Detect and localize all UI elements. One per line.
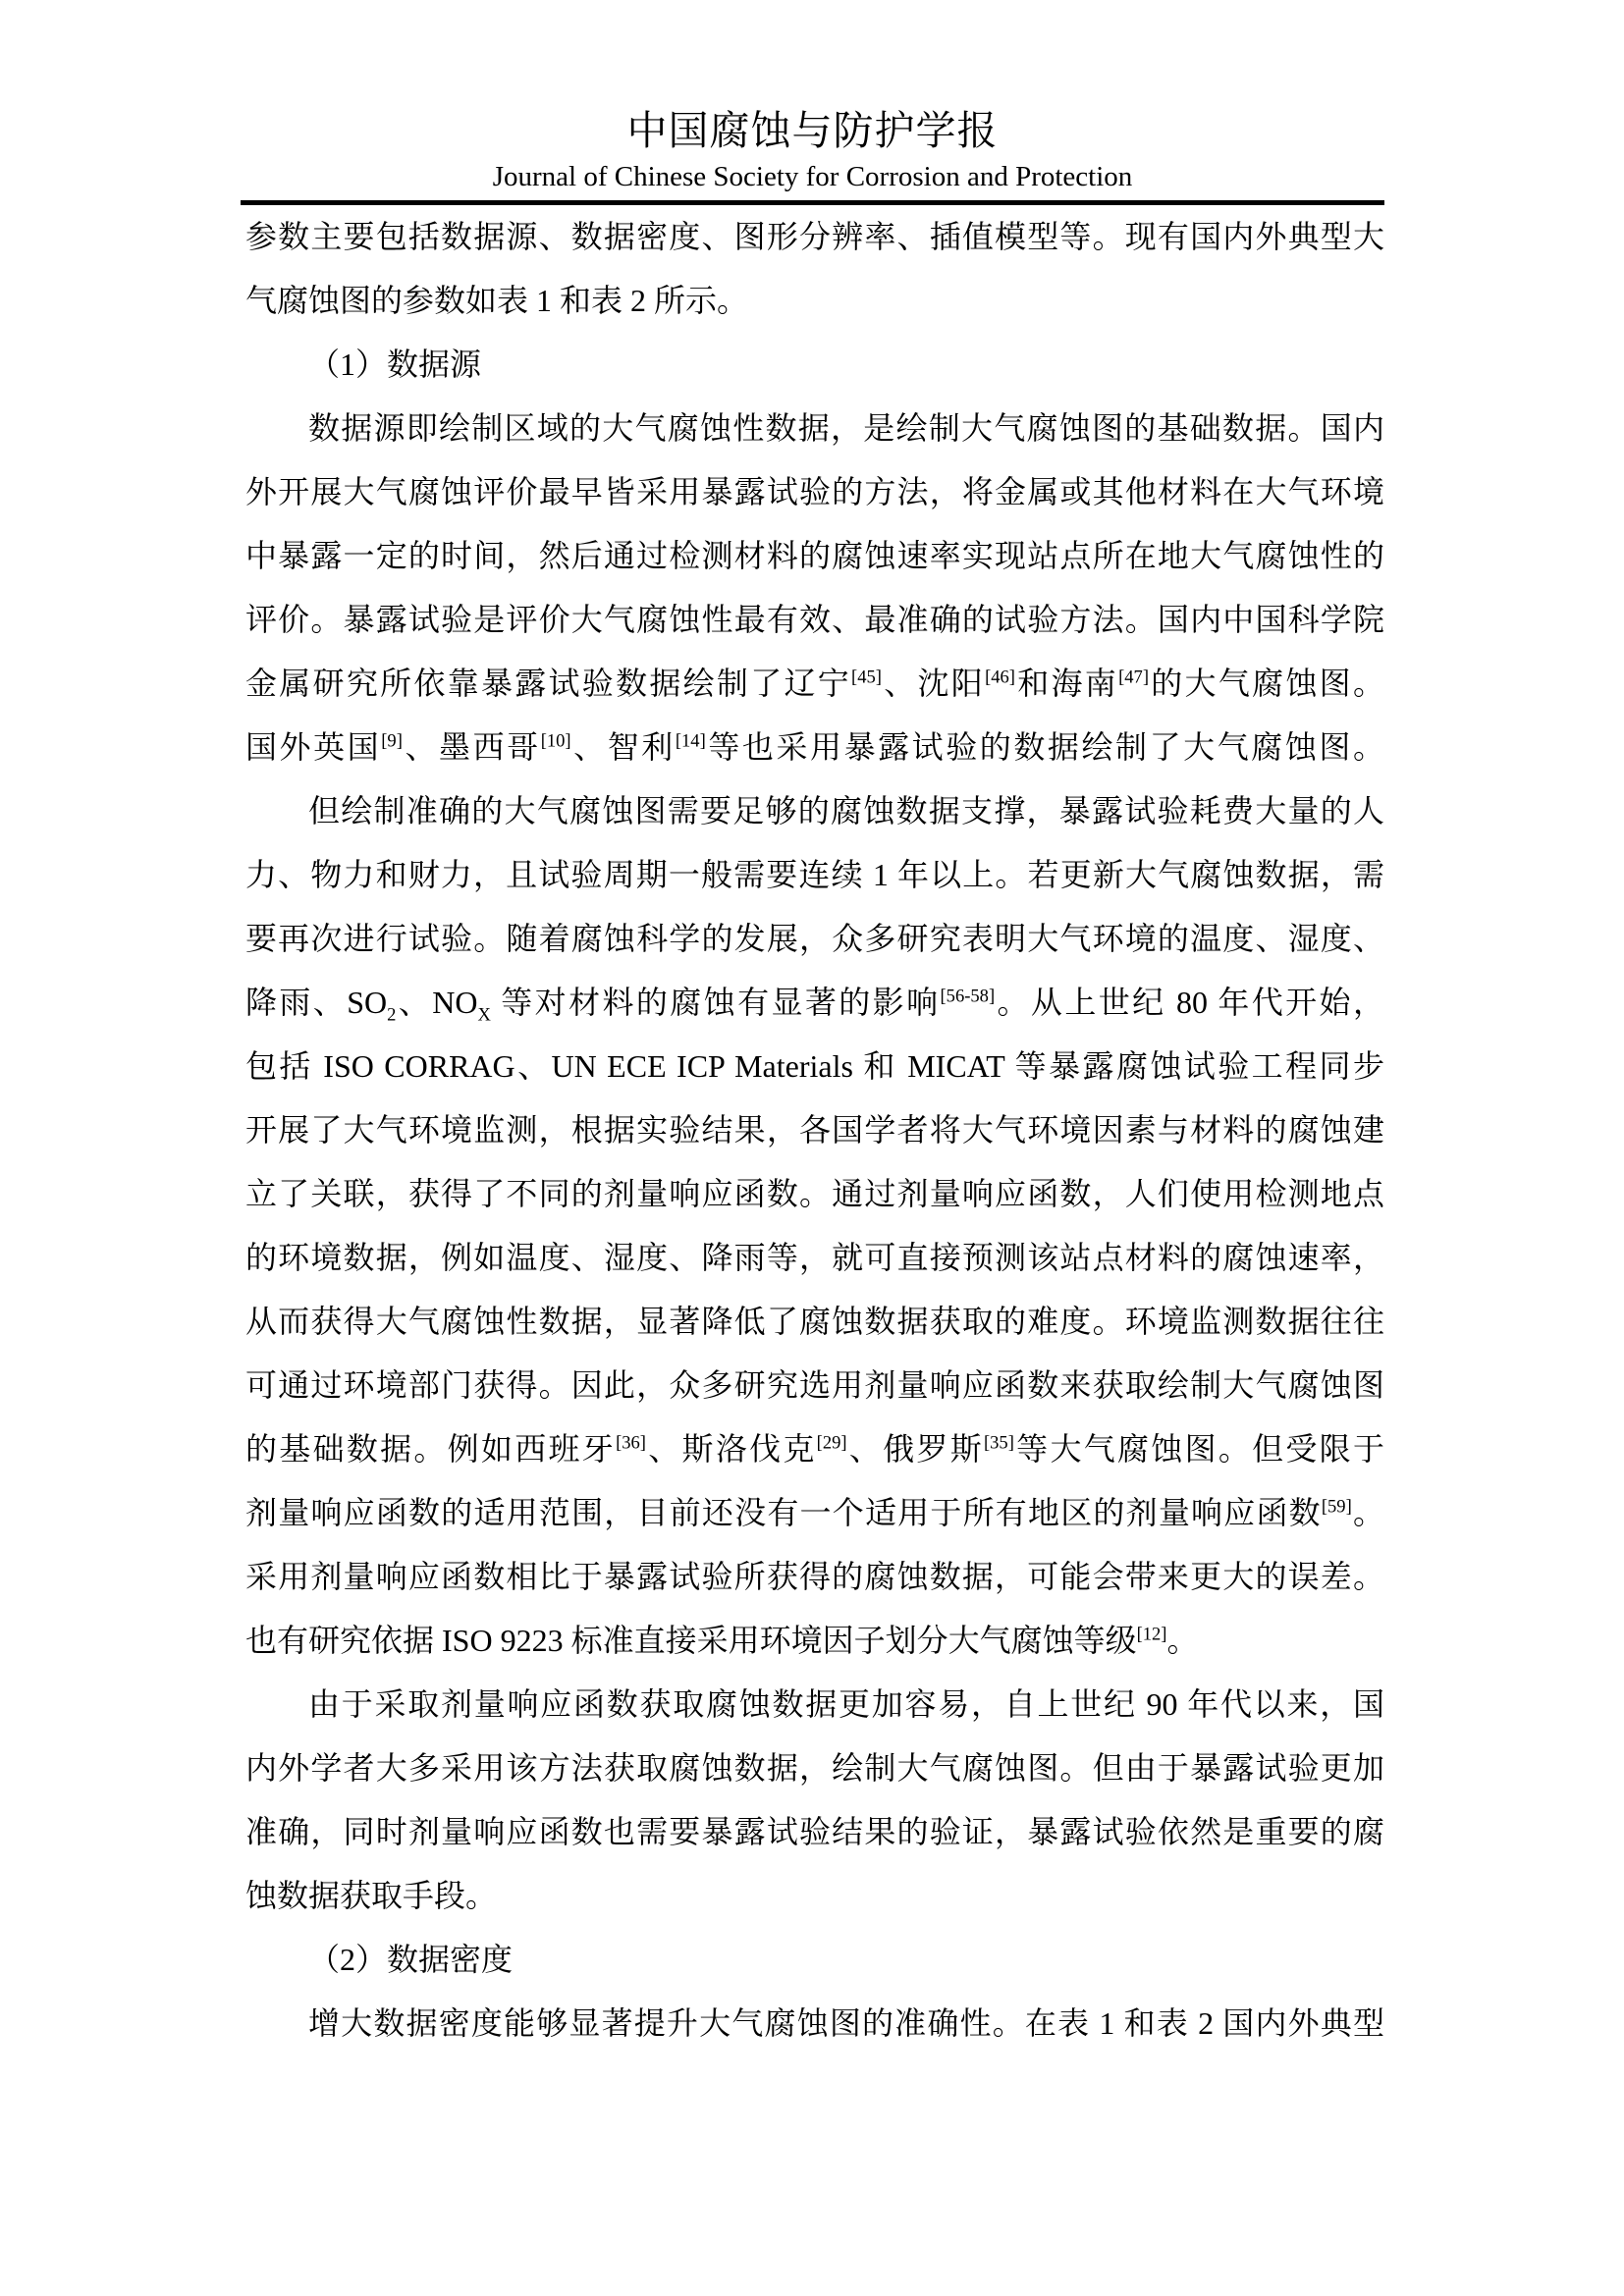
text-line: 的基础数据。例如西班牙[36]、斯洛伐克[29]、俄罗斯[35]等大气腐蚀图。但受限于 (245, 1431, 1384, 1467)
text-line: 可通过环境部门获得。因此，众多研究选用剂量响应函数来获取绘制大气腐蚀图 (245, 1367, 1384, 1403)
journal-title-zh: 中国腐蚀与防护学报 (626, 108, 999, 153)
text-line: 力、物力和财力，且试验周期一般需要连续 1 年以上。若更新大气腐蚀数据，需 (245, 857, 1384, 892)
text-line: 但绘制准确的大气腐蚀图需要足够的腐蚀数据支撑，暴露试验耗费大量的人 (308, 793, 1384, 828)
text-line: 立了关联，获得了不同的剂量响应函数。通过剂量响应函数，人们使用检测地点 (245, 1176, 1384, 1211)
text-line: 参数主要包括数据源、数据密度、图形分辨率、插值模型等。现有国内外典型大 (245, 219, 1384, 254)
journal-title-en: Journal of Chinese Society for Corrosion and Protection (492, 161, 1133, 192)
text-line: 金属研究所依靠暴露试验数据绘制了辽宁[45]、沈阳[46]和海南[47]的大气腐蚀图。 (245, 666, 1384, 701)
text-line: 开展了大气环境监测，根据实验结果，各国学者将大气环境因素与材料的腐蚀建 (245, 1112, 1384, 1148)
text-line: 降雨、$SO_2$、$NO_X$ 等对材料的腐蚀有显著的影响[56-58]。从上世纪 80 年代开始， (245, 985, 1384, 1026)
text-line: 包括 ISO CORRAG、UN ECE ICP Materials 和 MICAT 等暴露腐蚀试验工程同步 (245, 1048, 1384, 1084)
text-line: 国外英国[9]、墨西哥[10]、智利[14]等也采用暴露试验的数据绘制了大气腐蚀图。 (245, 729, 1384, 765)
text-line: 气腐蚀图的参数如表 1 和表 2 所示。 (245, 283, 749, 318)
document-body (245, 205, 1384, 2056)
text-line: 中暴露一定的时间，然后通过检测材料的腐蚀速率实现站点所在地大气腐蚀性的 (245, 538, 1384, 573)
text-line: 蚀数据获取手段。 (245, 1878, 498, 1913)
text-line: 外开展大气腐蚀评价最早皆采用暴露试验的方法，将金属或其他材料在大气环境 (245, 474, 1384, 509)
text-line: 评价。暴露试验是评价大气腐蚀性最有效、最准确的试验方法。国内中国科学院 (245, 602, 1384, 637)
text-line: 增大数据密度能够显著提升大气腐蚀图的准确性。在表 1 和表 2 国内外典型 (308, 2005, 1384, 2041)
text-line: 采用剂量响应函数相比于暴露试验所获得的腐蚀数据，可能会带来更大的误差。 (245, 1559, 1384, 1594)
text-line: 从而获得大气腐蚀性数据，显著降低了腐蚀数据获取的难度。环境监测数据往往 (245, 1304, 1384, 1339)
text-line: 要再次进行试验。随着腐蚀科学的发展，众多研究表明大气环境的温度、湿度、 (245, 921, 1384, 956)
text-line: （1）数据源 (308, 347, 482, 382)
text-line: 剂量响应函数的适用范围，目前还没有一个适用于所有地区的剂量响应函数[59]。 (245, 1495, 1384, 1530)
text-line: 准确，同时剂量响应函数也需要暴露试验结果的验证，暴露试验依然是重要的腐 (245, 1814, 1384, 1849)
journal-header (241, 104, 1384, 196)
text-line: 由于采取剂量响应函数获取腐蚀数据更加容易，自上世纪 90 年代以来，国 (308, 1686, 1384, 1722)
text-line: 的环境数据，例如温度、湿度、降雨等，就可直接预测该站点材料的腐蚀速率， (245, 1240, 1384, 1275)
text-line: （2）数据密度 (308, 1942, 514, 1977)
text-line: 也有研究依据 ISO 9223 标准直接采用环境因子划分大气腐蚀等级[12]。 (245, 1623, 1199, 1658)
text-line: 数据源即绘制区域的大气腐蚀性数据，是绘制大气腐蚀图的基础数据。国内 (308, 410, 1384, 446)
text-line: 内外学者大多采用该方法获取腐蚀数据，绘制大气腐蚀图。但由于暴露试验更加 (245, 1750, 1384, 1786)
